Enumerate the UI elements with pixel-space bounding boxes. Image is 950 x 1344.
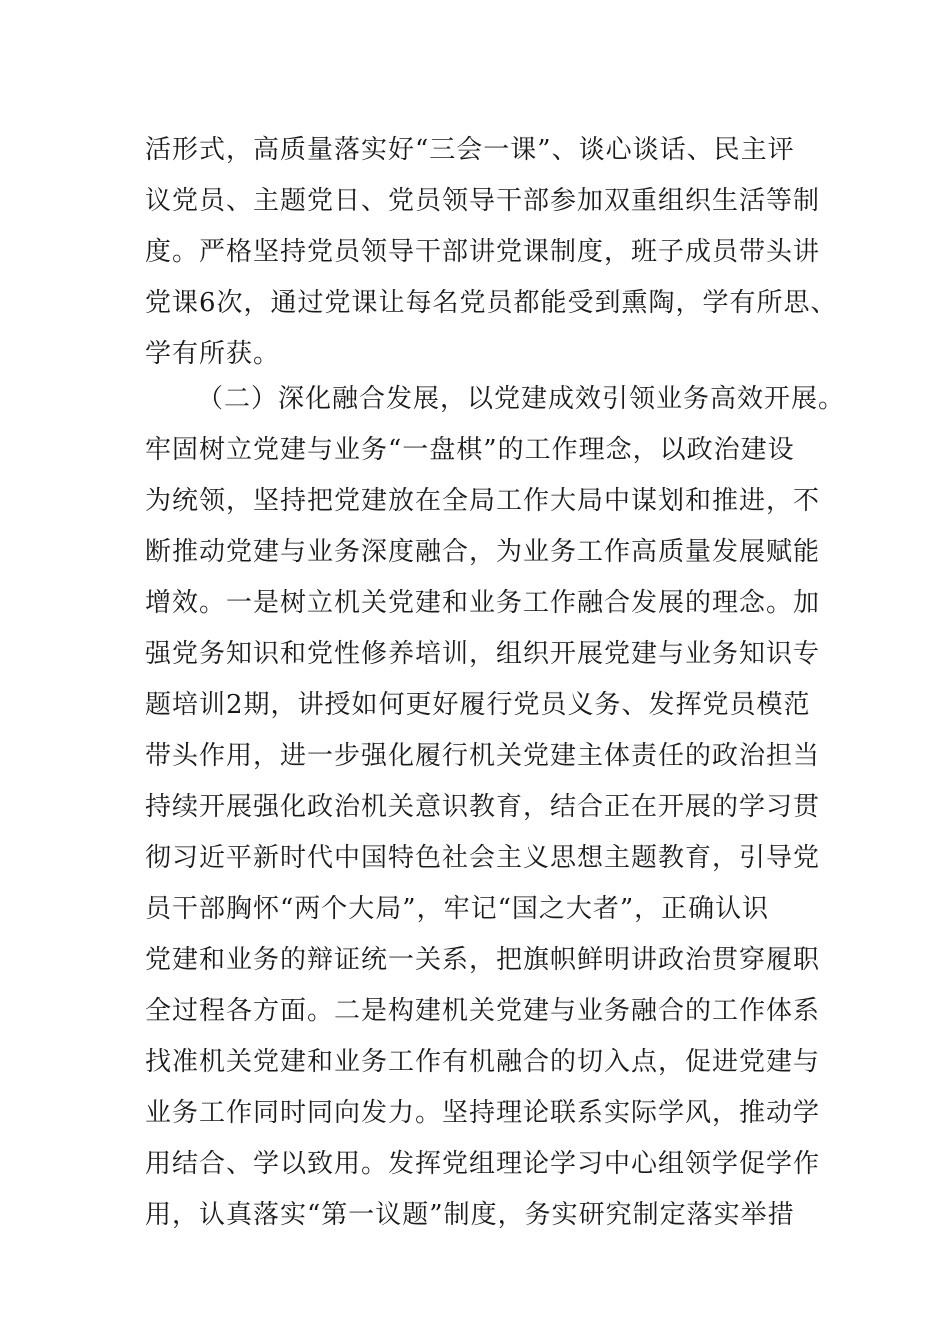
text-line: 牢固树立党建与业务“一盘棋”的工作理念，以政治建设 — [145, 435, 795, 465]
text-line: 带头作用，进一步强化履行机关党建主体责任的政治担当 — [145, 741, 821, 771]
text-line: 用，认真落实“第一议题”制度，务实研究制定落实举措 — [145, 1200, 795, 1230]
text-line: 用结合、学以致用。发挥党组理论学习中心组领学促学作 — [145, 1149, 821, 1179]
section-heading: （二）深化融合发展，以党建成效引领业务高效开展。 — [197, 384, 846, 414]
text-line: 活形式，高质量落实好“三会一课”、谈心谈话、民主评 — [145, 135, 795, 165]
text-line: 强党务知识和党性修养培训，组织开展党建与业务知识专 — [145, 639, 821, 669]
text-line: 学有所获。 — [145, 339, 281, 369]
text-line: 党建和业务的辩证统一关系，把旗帜鲜明讲政治贯穿履职 — [145, 945, 821, 975]
text-line: 找准机关党建和业务工作有机融合的切入点，促进党建与 — [145, 1047, 821, 1077]
text-line: 党课6次，通过党课让每名党员都能受到熏陶，学有所思、 — [145, 288, 838, 318]
text-line: 增效。一是树立机关党建和业务工作融合发展的理念。加 — [145, 588, 821, 618]
text-line: 彻习近平新时代中国特色社会主义思想主题教育，引导党 — [145, 843, 821, 873]
text-line: 为统领，坚持把党建放在全局工作大局中谋划和推进，不 — [145, 486, 821, 516]
text-line: 议党员、主题党日、党员领导干部参加双重组织生活等制 — [145, 186, 821, 216]
text-line: 员干部胸怀“两个大局”，牢记“国之大者”，正确认识 — [145, 894, 770, 924]
text-line: 全过程各方面。二是构建机关党建与业务融合的工作体系 — [145, 996, 821, 1026]
text-line: 持续开展强化政治机关意识教育，结合正在开展的学习贯 — [145, 792, 821, 822]
text-line: 业务工作同时同向发力。坚持理论联系实际学风，推动学 — [145, 1098, 821, 1128]
text-line: 题培训2期，讲授如何更好履行党员义务、发挥党员模范 — [145, 690, 811, 720]
text-line: 断推动党建与业务深度融合，为业务工作高质量发展赋能 — [145, 537, 821, 567]
text-line: 度。严格坚持党员领导干部讲党课制度，班子成员带头讲 — [145, 237, 821, 267]
